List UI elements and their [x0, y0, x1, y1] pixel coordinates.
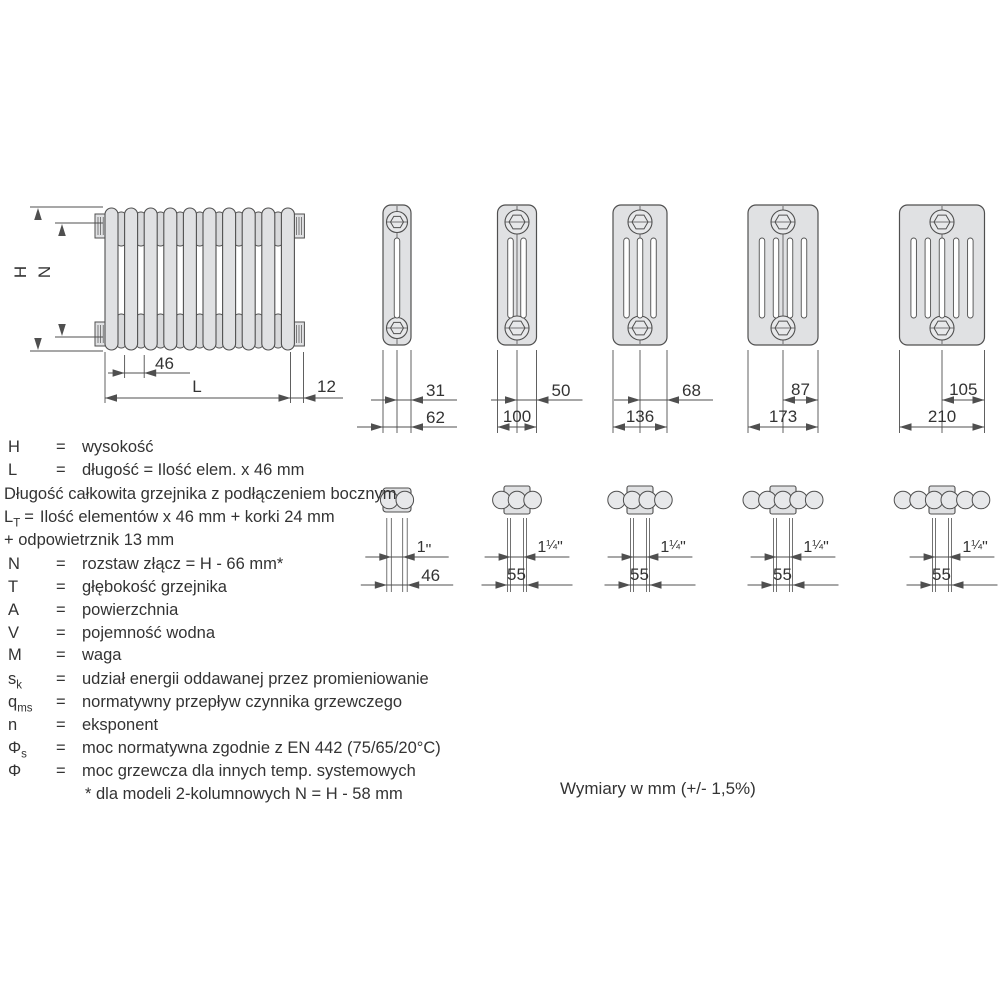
pipe-circle — [941, 491, 959, 509]
arrowhead — [499, 553, 511, 561]
arrowhead — [58, 324, 66, 336]
thread-size-label — [660, 537, 685, 556]
arrowhead — [34, 338, 42, 350]
equals: = — [56, 578, 66, 596]
side-view-6-column — [900, 205, 985, 433]
arrowhead — [537, 396, 549, 404]
thread-quote: " — [823, 539, 829, 556]
thread-fraction: ¼ — [812, 537, 824, 552]
equals: = — [56, 438, 66, 456]
vent-slot — [801, 238, 807, 318]
arrowhead — [411, 423, 423, 431]
radiator-column — [262, 208, 275, 350]
half-depth-label: 50 — [551, 381, 571, 400]
vent-slot — [773, 238, 779, 318]
element-width-label: 46 — [155, 354, 174, 373]
legend-line-a — [0, 601, 178, 625]
radiator-column — [125, 208, 138, 350]
pipe-circle — [759, 491, 777, 509]
thread-quote: " — [425, 542, 432, 559]
thread-quote: " — [982, 539, 988, 556]
thread-size-label — [962, 537, 987, 556]
arrowhead — [924, 553, 936, 561]
legend-line-phi-s — [0, 739, 441, 763]
pipe-circle — [774, 491, 792, 509]
equals: = — [56, 461, 66, 479]
arrowhead — [523, 553, 535, 561]
half-depth-label: 87 — [791, 380, 810, 399]
thread-quote: " — [557, 539, 563, 556]
symbol: H — [8, 438, 20, 456]
pipe-circle — [910, 491, 928, 509]
legend-line-phi — [0, 762, 416, 786]
pipe-circle — [972, 491, 990, 509]
definition: normatywny przepływ czynnika grzewczego — [82, 693, 403, 711]
equals: = — [56, 601, 66, 619]
legend-line-h — [0, 438, 154, 462]
vent-slot — [787, 238, 793, 318]
arrowhead — [379, 553, 391, 561]
pipe-circle — [790, 491, 808, 509]
equals: = — [24, 508, 34, 526]
top-view-6-column — [894, 486, 997, 592]
arrowhead — [58, 224, 66, 236]
pipe-circle — [608, 491, 626, 509]
radiator-column — [242, 208, 255, 350]
pipe-circle — [396, 491, 414, 509]
pipe-circle — [743, 491, 761, 509]
symbol: L — [8, 461, 18, 479]
arrowhead — [34, 208, 42, 220]
definition: Ilość elementów x 46 mm + korki 24 mm — [39, 508, 335, 526]
thread-quote: " — [680, 539, 686, 556]
pipe-circle — [639, 491, 657, 509]
symbol: M — [8, 646, 22, 664]
vent-slot — [521, 238, 527, 318]
symbol: A — [8, 601, 20, 619]
legend-line-l — [0, 461, 304, 485]
full-depth-label: 136 — [625, 407, 655, 426]
pipe-circle — [894, 491, 912, 509]
arrowhead — [806, 423, 818, 431]
arrowhead — [371, 423, 383, 431]
legend-line-t — [0, 578, 227, 602]
arrowhead — [407, 581, 419, 589]
equals: = — [56, 624, 66, 642]
thread-whole: 1 — [416, 539, 426, 556]
symbol: $L_T$ — [4, 508, 21, 530]
arrowhead — [113, 369, 125, 377]
vent-slot — [968, 238, 974, 318]
top-view-3-column — [482, 486, 573, 592]
definition: waga — [82, 646, 122, 664]
thread-whole: 1 — [962, 539, 972, 556]
definition: wysokość — [82, 438, 154, 456]
vent-slot — [508, 238, 514, 318]
equals: = — [56, 693, 66, 711]
arrowhead — [622, 553, 634, 561]
thread-size-label — [803, 537, 828, 556]
side-view-3-column — [491, 205, 583, 433]
arrowhead — [789, 553, 801, 561]
full-depth-label: 210 — [927, 407, 957, 426]
vent-slot — [394, 238, 400, 318]
symbol: $s_k$ — [8, 670, 22, 692]
equals: = — [56, 670, 66, 688]
full-depth-label: 62 — [426, 408, 445, 427]
symbol: $q_{ms}$ — [8, 693, 33, 715]
pitch-label: 55 — [773, 565, 792, 584]
symbol: $\Phi_s$ — [8, 739, 27, 761]
arrowhead — [527, 581, 539, 589]
top-view-4-column — [605, 486, 696, 592]
full-depth-label: 173 — [768, 407, 798, 426]
pipe-circle — [925, 491, 943, 509]
radiator-column — [164, 208, 177, 350]
arrowhead — [748, 423, 760, 431]
equals: = — [56, 739, 66, 757]
legend-line-qms — [0, 693, 402, 717]
arrowhead — [403, 553, 415, 561]
top-view-5-column — [743, 486, 839, 592]
radiator-column — [105, 208, 118, 350]
thread-fraction: ¼ — [971, 537, 983, 552]
equals: = — [56, 716, 66, 734]
definition: moc grzewcza dla innych temp. systemowych — [82, 762, 416, 780]
connection-spacing-label: N — [35, 265, 54, 279]
legend-line-n — [0, 555, 283, 579]
radiator-column — [203, 208, 216, 350]
definition: * dla modeli 2-kolumnowych N = H - 58 mm — [85, 785, 403, 803]
arrowhead — [619, 581, 631, 589]
legend-line-total-length-1 — [0, 485, 397, 503]
arrowhead — [921, 581, 933, 589]
arrowhead — [762, 581, 774, 589]
definition: + odpowietrznik 13 mm — [4, 531, 175, 549]
vent-slot — [624, 238, 630, 318]
arrowhead — [279, 394, 291, 402]
radiator-column — [144, 208, 157, 350]
definition: pojemność wodna — [82, 624, 215, 642]
symbol: N — [8, 555, 20, 573]
arrowhead — [105, 394, 117, 402]
dimensions-note: Wymiary w mm (+/- 1,5%) — [560, 779, 756, 798]
radiator-column — [223, 208, 236, 350]
legend-line-vent — [0, 531, 174, 549]
legend-line-m — [0, 646, 121, 670]
arrowhead — [411, 396, 423, 404]
front-view — [11, 207, 343, 403]
vent-slot — [953, 238, 959, 318]
pipe-circle — [623, 491, 641, 509]
arrowhead — [973, 423, 985, 431]
side-views — [357, 205, 985, 433]
side-view-5-column — [748, 205, 818, 433]
definition: rozstaw złącz = H - 66 mm* — [82, 555, 284, 573]
arrowhead — [496, 581, 508, 589]
side-view-2-column — [357, 205, 457, 433]
pipe-circle — [524, 491, 542, 509]
arrowhead — [385, 396, 397, 404]
vent-slot — [925, 238, 931, 318]
half-depth-label: 105 — [949, 380, 978, 399]
arrowhead — [650, 581, 662, 589]
arrowhead — [900, 423, 912, 431]
arrowhead — [646, 553, 658, 561]
definition: długość = Ilość elem. x 46 mm — [82, 461, 305, 479]
symbol: Φ — [8, 762, 22, 780]
symbol: T — [8, 578, 19, 596]
symbol: V — [8, 624, 20, 642]
vent-slot — [911, 238, 917, 318]
arrowhead — [793, 581, 805, 589]
thread-size-label — [537, 537, 562, 556]
pitch-label: 55 — [507, 565, 526, 584]
thread-whole: 1 — [660, 539, 670, 556]
half-depth-label: 68 — [682, 381, 701, 400]
radiator-column — [183, 208, 196, 350]
definition: udział energii oddawanej przez promieniowanie — [82, 670, 429, 688]
vent-slot — [651, 238, 657, 318]
arrowhead — [628, 396, 640, 404]
equals: = — [56, 555, 66, 573]
pitch-label: 55 — [932, 565, 951, 584]
definition: głębokość grzejnika — [82, 578, 227, 596]
arrowhead — [375, 581, 387, 589]
arrowhead — [952, 581, 964, 589]
equals: = — [56, 646, 66, 664]
pipe-circle — [805, 491, 823, 509]
legend-line-v — [0, 624, 215, 648]
legend-line-n-exp — [0, 716, 158, 740]
vent-slot — [637, 238, 643, 318]
side-extension-label: 12 — [317, 377, 336, 396]
radiator-column — [281, 208, 294, 350]
arrowhead — [765, 553, 777, 561]
definition: powierzchnia — [82, 601, 179, 619]
legend-line-sk — [0, 670, 429, 694]
thread-whole: 1 — [537, 539, 547, 556]
pipe-circle — [655, 491, 673, 509]
pitch-label: 46 — [421, 566, 441, 585]
top-view-2-column — [361, 488, 453, 592]
arrowhead — [655, 423, 667, 431]
top-views — [361, 486, 998, 592]
arrowhead — [304, 394, 316, 402]
thread-size-label — [417, 539, 432, 559]
half-depth-label: 31 — [426, 381, 445, 400]
arrowhead — [505, 396, 517, 404]
definition: Długość całkowita grzejnika z podłączeniem bocznym — [4, 485, 397, 503]
thread-whole: 1 — [803, 539, 813, 556]
pipe-circle — [957, 491, 975, 509]
pipe-circle — [493, 491, 511, 509]
pitch-label: 55 — [630, 565, 649, 584]
length-label: L — [192, 377, 202, 396]
arrowhead — [613, 423, 625, 431]
full-depth-label: 100 — [502, 407, 532, 426]
vent-slot — [759, 238, 765, 318]
arrowhead — [948, 553, 960, 561]
legend-line-lt — [0, 508, 335, 532]
definition: eksponent — [82, 716, 159, 734]
pipe-circle — [508, 491, 526, 509]
arrowhead — [667, 396, 679, 404]
side-view-4-column — [613, 205, 713, 433]
legend-line-footnote — [0, 785, 403, 803]
thread-fraction: ¼ — [546, 537, 558, 552]
height-label: H — [11, 265, 30, 279]
thread-fraction: ¼ — [669, 537, 681, 552]
equals: = — [56, 762, 66, 780]
definition: moc normatywna zgodnie z EN 442 (75/65/20°C) — [82, 739, 441, 757]
symbol: n — [8, 716, 18, 734]
vent-slot — [939, 238, 945, 318]
